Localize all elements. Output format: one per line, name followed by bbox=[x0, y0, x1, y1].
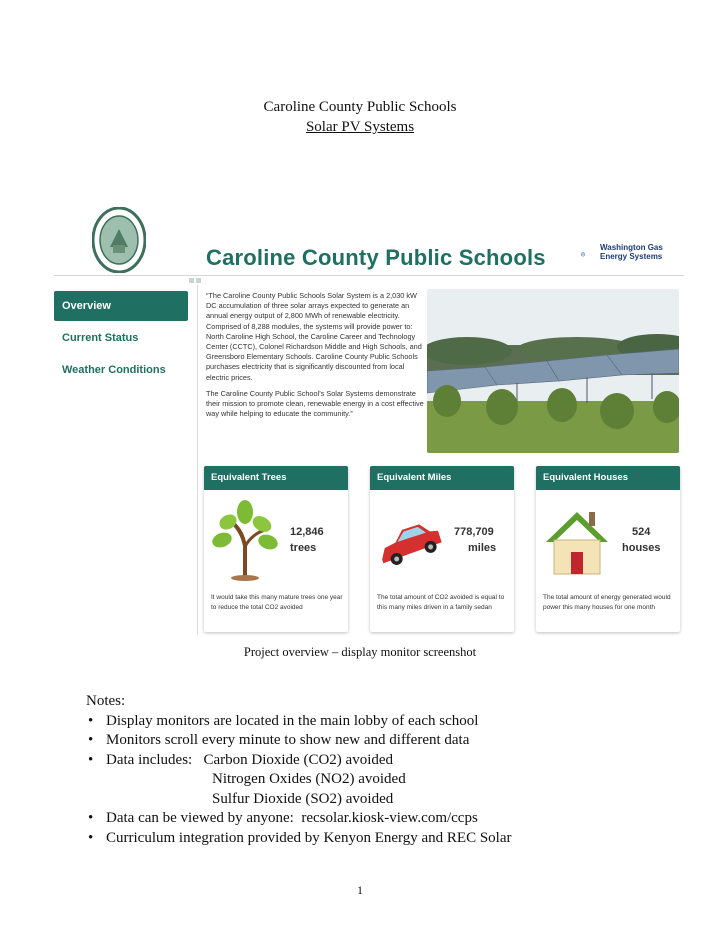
document-subtitle bbox=[0, 117, 720, 137]
corner-mark bbox=[196, 278, 201, 283]
list-item: • Data can be viewed by anyone: recsolar.kiosk-view.com/ccps bbox=[86, 809, 686, 829]
intro-paragraph: “The Caroline County Public Schools Solar System is a 2,030 kW DC accumulation of three solar arrays expected to generate an annual energy output of 2,800 MWh of renewable electricity. Comprised of 8,288 modules, the systems will provide power to: North Caroline High School, the Caroline Career and Technology Center (CCTC), Colonel Richardson Middle and High Schools, and Greensboro Elementary Schools. Caroline County Public Schools purchases electricity that is significantly discounted from local electric prices. bbox=[206, 291, 422, 382]
header-divider bbox=[54, 275, 684, 276]
equivalent-miles-card bbox=[370, 466, 514, 632]
card-value bbox=[290, 524, 324, 556]
card-unit: houses bbox=[622, 542, 661, 554]
card-note: The total amount of energy generated would power this many houses for one month bbox=[543, 594, 671, 611]
nav-item-current-status[interactable]: Current Status bbox=[62, 332, 139, 344]
notes-list bbox=[86, 712, 686, 849]
list-subitem: Sulfur Dioxide (SO2) avoided bbox=[212, 790, 394, 807]
card-title: Equivalent Trees bbox=[204, 466, 348, 490]
card-unit: trees bbox=[290, 542, 317, 554]
card-number: 524 bbox=[632, 526, 651, 538]
partner-logo-line2: Energy Systems bbox=[600, 252, 663, 261]
card-title: Equivalent Houses bbox=[536, 466, 680, 490]
card-value bbox=[622, 524, 661, 556]
notes-section bbox=[86, 692, 686, 848]
equivalent-houses-card bbox=[536, 466, 680, 632]
document-subtitle-text: Solar PV Systems bbox=[305, 119, 415, 135]
card-note: The total amount of CO2 avoided is equal to this many miles driven in a family sedan bbox=[377, 594, 505, 611]
partner-logo-text bbox=[600, 243, 663, 261]
card-note: It would take this many mature trees one year to reduce the total CO2 avoided bbox=[211, 594, 343, 611]
list-item: • Display monitors are located in the main lobby of each school bbox=[86, 712, 686, 732]
intro-paragraph: The Caroline County Public School’s Solar Systems demonstrate their mission to promote clean, renewable energy in a cost effective way while helping to educate the community.” bbox=[206, 388, 424, 419]
solar-array-photo bbox=[427, 289, 679, 453]
sidebar-nav bbox=[54, 291, 188, 387]
card-value bbox=[454, 524, 496, 556]
list-item: • Monitors scroll every minute to show new and different data bbox=[86, 731, 686, 751]
notes-heading: Notes: bbox=[86, 693, 126, 709]
nav-item-weather-conditions[interactable]: Weather Conditions bbox=[62, 364, 166, 376]
content-divider bbox=[197, 285, 198, 635]
card-unit: miles bbox=[468, 542, 497, 554]
house-icon bbox=[542, 498, 612, 582]
list-item: • Curriculum integration provided by Kenyon Energy and REC Solar bbox=[86, 829, 686, 849]
card-number: 778,709 bbox=[454, 526, 494, 538]
intro-text bbox=[206, 291, 428, 425]
page-number: 1 bbox=[357, 883, 363, 897]
tree-icon bbox=[210, 498, 280, 582]
list-item: • Data includes: Carbon Dioxide (CO2) avoided bbox=[86, 751, 686, 771]
list-subitem: Nitrogen Oxides (NO2) avoided bbox=[212, 771, 406, 787]
document-title: Caroline County Public Schools bbox=[263, 99, 457, 115]
banner-title: Caroline County Public Schools bbox=[206, 245, 546, 270]
car-icon bbox=[376, 498, 446, 582]
school-seal-icon bbox=[92, 207, 146, 273]
card-number: 12,846 bbox=[290, 526, 324, 538]
card-title: Equivalent Miles bbox=[370, 466, 514, 490]
monitor-screenshot bbox=[54, 205, 684, 637]
washington-gas-logo bbox=[581, 243, 601, 267]
screenshot-caption: Project overview – display monitor screenshot bbox=[243, 645, 477, 659]
nav-item-overview[interactable]: Overview bbox=[54, 291, 188, 321]
corner-mark bbox=[189, 278, 194, 283]
equivalent-trees-card bbox=[204, 466, 348, 632]
partner-logo-line1: Washington Gas bbox=[600, 243, 663, 252]
